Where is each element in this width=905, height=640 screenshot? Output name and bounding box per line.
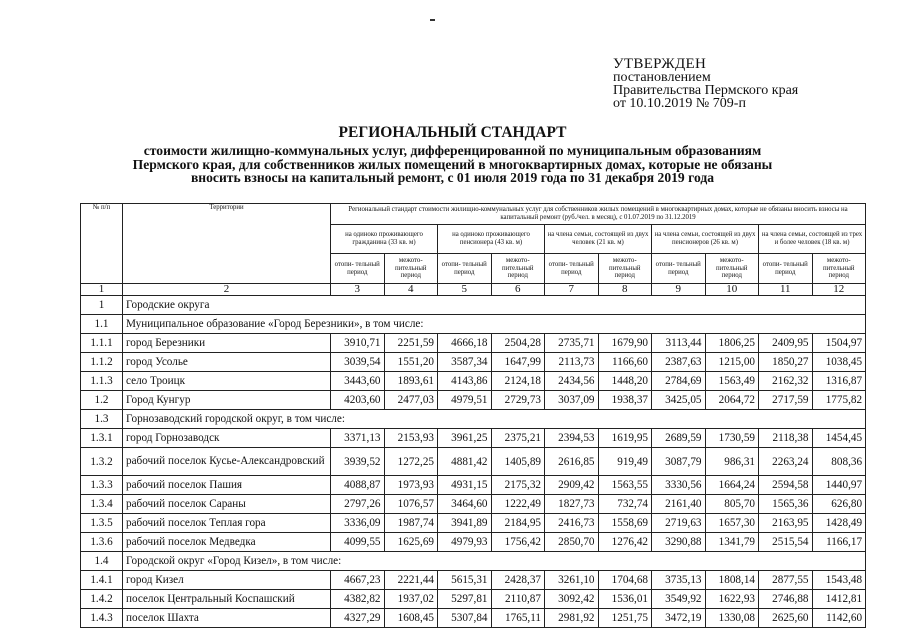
heating-value: 3910,71 — [331, 334, 385, 353]
section-row — [81, 552, 866, 571]
heating-value: 3371,13 — [331, 429, 385, 448]
row-num: 1.1.3 — [81, 372, 123, 391]
approval-line-2: постановлением — [613, 70, 711, 85]
heating-value: 2118,38 — [759, 429, 813, 448]
nonheating-value: 1341,79 — [705, 533, 759, 552]
heating-value: 3464,60 — [438, 495, 492, 514]
section-row — [81, 410, 866, 429]
nonheating-value: 2375,21 — [491, 429, 545, 448]
nonheating-value: 1765,11 — [491, 609, 545, 628]
nonheating-value: 1428,49 — [812, 514, 866, 533]
heating-value: 2746,88 — [759, 590, 813, 609]
nonheating-value: 1405,89 — [491, 448, 545, 476]
heating-value: 1827,73 — [545, 495, 599, 514]
row-territory: город Горнозаводск — [123, 429, 331, 448]
heating-value: 2161,40 — [652, 495, 706, 514]
nonheating-value: 732,74 — [598, 495, 652, 514]
nonheating-value: 1316,87 — [812, 372, 866, 391]
nonheating-value: 1893,61 — [384, 372, 438, 391]
heating-value: 3330,56 — [652, 476, 706, 495]
colnum: 7 — [545, 284, 599, 296]
header-nonheating: межото- пительный период — [384, 254, 438, 284]
nonheating-value: 1730,59 — [705, 429, 759, 448]
table-row — [81, 353, 866, 372]
nonheating-value: 1704,68 — [598, 571, 652, 590]
colnum: 8 — [598, 284, 652, 296]
heating-value: 3587,34 — [438, 353, 492, 372]
heating-value: 4979,51 — [438, 391, 492, 410]
nonheating-value: 1937,02 — [384, 590, 438, 609]
table-row — [81, 495, 866, 514]
heating-value: 4099,55 — [331, 533, 385, 552]
colnum: 12 — [812, 284, 866, 296]
heating-value: 4667,23 — [331, 571, 385, 590]
nonheating-value: 1504,97 — [812, 334, 866, 353]
header-group-4: на члена семьи, состоящей из двух пенсионеров (26 кв. м) — [652, 225, 759, 254]
approval-line-3: Правительства Пермского края — [613, 83, 799, 98]
subtitle-line-2: Пермского края, для собственников жилых помещений в многоквартирных домах, которые не обязаны — [132, 156, 773, 172]
heating-value: 3037,09 — [545, 391, 599, 410]
header-group-5: на члена семьи, состоящей из трех и более человек (18 кв. м) — [759, 225, 866, 254]
row-territory: село Троицк — [123, 372, 331, 391]
nonheating-value: 1215,00 — [705, 353, 759, 372]
heating-value: 3425,05 — [652, 391, 706, 410]
standard-table — [80, 203, 866, 628]
heating-value: 4931,15 — [438, 476, 492, 495]
nonheating-value: 626,80 — [812, 495, 866, 514]
row-territory: рабочий поселок Кусье-Александровский — [123, 448, 331, 476]
colnum: 11 — [759, 284, 813, 296]
heating-value: 1565,36 — [759, 495, 813, 514]
row-num: 1.1.2 — [81, 353, 123, 372]
colnum: 4 — [384, 284, 438, 296]
heating-value: 3961,25 — [438, 429, 492, 448]
nonheating-value: 2110,87 — [491, 590, 545, 609]
nonheating-value: 1454,45 — [812, 429, 866, 448]
nonheating-value: 1664,24 — [705, 476, 759, 495]
heating-value: 2163,95 — [759, 514, 813, 533]
heating-value: 2594,58 — [759, 476, 813, 495]
heating-value: 2387,63 — [652, 353, 706, 372]
section-row — [81, 315, 866, 334]
nonheating-value: 1412,81 — [812, 590, 866, 609]
row-territory: город Кизел — [123, 571, 331, 590]
nonheating-value: 2153,93 — [384, 429, 438, 448]
heating-value: 4143,86 — [438, 372, 492, 391]
heating-value: 2877,55 — [759, 571, 813, 590]
header-group-3: на члена семьи, состоящей из двух человек (21 кв. м) — [545, 225, 652, 254]
header-heating: отопи- тельный период — [331, 254, 385, 284]
header-territory: Территории — [123, 204, 331, 284]
row-territory: рабочий поселок Пашия — [123, 476, 331, 495]
table-row — [81, 571, 866, 590]
colnum: 3 — [331, 284, 385, 296]
heating-value: 2797,26 — [331, 495, 385, 514]
nonheating-value: 1222,49 — [491, 495, 545, 514]
nonheating-value: 1076,57 — [384, 495, 438, 514]
table-row — [81, 476, 866, 495]
header-heating: отопи- тельный период — [545, 254, 599, 284]
row-territory: поселок Центральный Коспашский — [123, 590, 331, 609]
nonheating-value: 1619,95 — [598, 429, 652, 448]
table-row — [81, 533, 866, 552]
row-num: 1.4.2 — [81, 590, 123, 609]
header-heating: отопи- тельный период — [652, 254, 706, 284]
nonheating-value: 986,31 — [705, 448, 759, 476]
header-num: № п/п — [81, 204, 123, 284]
heating-value: 2416,73 — [545, 514, 599, 533]
heating-value: 4088,87 — [331, 476, 385, 495]
nonheating-value: 2428,37 — [491, 571, 545, 590]
nonheating-value: 1536,01 — [598, 590, 652, 609]
heating-value: 2625,60 — [759, 609, 813, 628]
nonheating-value: 2221,44 — [384, 571, 438, 590]
section-num: 1.3 — [81, 410, 123, 429]
document-subtitle — [0, 144, 905, 185]
heating-value: 2162,32 — [759, 372, 813, 391]
heating-value: 2113,73 — [545, 353, 599, 372]
section-row — [81, 296, 866, 315]
row-territory: Город Кунгур — [123, 391, 331, 410]
nonheating-value: 919,49 — [598, 448, 652, 476]
nonheating-value: 1272,25 — [384, 448, 438, 476]
table-row — [81, 334, 866, 353]
heating-value: 4666,18 — [438, 334, 492, 353]
nonheating-value: 1448,20 — [598, 372, 652, 391]
nonheating-value: 2729,73 — [491, 391, 545, 410]
section-num: 1 — [81, 296, 123, 315]
table-row — [81, 372, 866, 391]
subtitle-line-1: стоимости жилищно-коммунальных услуг, дифференцированной по муниципальным образованиям — [143, 143, 762, 158]
heating-value: 4881,42 — [438, 448, 492, 476]
nonheating-value: 1563,49 — [705, 372, 759, 391]
header-heating: отопи- тельный период — [438, 254, 492, 284]
heating-value: 3939,52 — [331, 448, 385, 476]
heating-value: 2909,42 — [545, 476, 599, 495]
heating-value: 4979,93 — [438, 533, 492, 552]
nonheating-value: 1987,74 — [384, 514, 438, 533]
heating-value: 2735,71 — [545, 334, 599, 353]
nonheating-value: 1166,17 — [812, 533, 866, 552]
heating-value: 2409,95 — [759, 334, 813, 353]
nonheating-value: 1440,97 — [812, 476, 866, 495]
colnum: 10 — [705, 284, 759, 296]
nonheating-value: 1622,93 — [705, 590, 759, 609]
nonheating-value: 1251,75 — [598, 609, 652, 628]
heating-value: 4327,29 — [331, 609, 385, 628]
nonheating-value: 808,36 — [812, 448, 866, 476]
heating-value: 5297,81 — [438, 590, 492, 609]
header-group-1: на одиноко проживающего гражданина (33 кв. м) — [331, 225, 438, 254]
row-territory: город Березники — [123, 334, 331, 353]
colnum: 6 — [491, 284, 545, 296]
heating-value: 3443,60 — [331, 372, 385, 391]
heating-value: 3039,54 — [331, 353, 385, 372]
heating-value: 1850,27 — [759, 353, 813, 372]
nonheating-value: 1938,37 — [598, 391, 652, 410]
subtitle-line-3: вносить взносы на капитальный ремонт, с 01 июля 2019 года по 31 декабря 2019 года — [190, 170, 715, 185]
row-num: 1.1.1 — [81, 334, 123, 353]
heating-value: 3113,44 — [652, 334, 706, 353]
heating-value: 3261,10 — [545, 571, 599, 590]
section-label: Городские округа — [123, 296, 866, 315]
nonheating-value: 1166,60 — [598, 353, 652, 372]
section-label: Горнозаводский городской округ, в том числе: — [123, 410, 866, 429]
section-num: 1.1 — [81, 315, 123, 334]
nonheating-value: 1756,42 — [491, 533, 545, 552]
heating-value: 2719,63 — [652, 514, 706, 533]
heating-value: 2981,92 — [545, 609, 599, 628]
colnum: 5 — [438, 284, 492, 296]
nonheating-value: 2124,18 — [491, 372, 545, 391]
heating-value: 3549,92 — [652, 590, 706, 609]
nonheating-value: 2064,72 — [705, 391, 759, 410]
heating-value: 3092,42 — [545, 590, 599, 609]
document-title: РЕГИОНАЛЬНЫЙ СТАНДАРТ — [338, 124, 567, 141]
row-territory: рабочий поселок Сараны — [123, 495, 331, 514]
heating-value: 3472,19 — [652, 609, 706, 628]
heating-value: 3941,89 — [438, 514, 492, 533]
table-row — [81, 429, 866, 448]
approval-line-1: УТВЕРЖДЕН — [613, 56, 707, 72]
header-nonheating: межото- пительный период — [598, 254, 652, 284]
nonheating-value: 1775,82 — [812, 391, 866, 410]
row-num: 1.4.3 — [81, 609, 123, 628]
header-group-2: на одиноко проживающего пенсионера (43 кв. м) — [438, 225, 545, 254]
heating-value: 2515,54 — [759, 533, 813, 552]
heating-value: 5615,31 — [438, 571, 492, 590]
nonheating-value: 1679,90 — [598, 334, 652, 353]
nonheating-value: 2184,95 — [491, 514, 545, 533]
nonheating-value: 2504,28 — [491, 334, 545, 353]
header-lead: Региональный стандарт стоимости жилищно-коммунальных услуг для собственников жилых помещений в многоквартирных домах, которые не обязаны вносить взносы на капитальный ремонт (руб./чел. в месяц), с 01.07.2019 по 31.12.2019 — [331, 204, 866, 225]
nonheating-value: 1806,25 — [705, 334, 759, 353]
header-nonheating: межото- пительный период — [705, 254, 759, 284]
nonheating-value: 805,70 — [705, 495, 759, 514]
heating-value: 3087,79 — [652, 448, 706, 476]
table-row — [81, 514, 866, 533]
nonheating-value: 1608,45 — [384, 609, 438, 628]
table-body — [81, 296, 866, 628]
heating-value: 5307,84 — [438, 609, 492, 628]
section-label: Городской округ «Город Кизел», в том числе: — [123, 552, 866, 571]
row-territory: рабочий поселок Медведка — [123, 533, 331, 552]
nonheating-value: 1558,69 — [598, 514, 652, 533]
row-num: 1.4.1 — [81, 571, 123, 590]
row-num: 1.3.1 — [81, 429, 123, 448]
approval-block — [613, 58, 798, 110]
colnum: 1 — [81, 284, 123, 296]
heating-value: 4203,60 — [331, 391, 385, 410]
row-territory: рабочий поселок Теплая гора — [123, 514, 331, 533]
heating-value: 2850,70 — [545, 533, 599, 552]
heating-value: 3735,13 — [652, 571, 706, 590]
row-num: 1.3.5 — [81, 514, 123, 533]
heating-value: 2784,69 — [652, 372, 706, 391]
heating-value: 2616,85 — [545, 448, 599, 476]
row-num: 1.2 — [81, 391, 123, 410]
colnum: 9 — [652, 284, 706, 296]
row-num: 1.3.4 — [81, 495, 123, 514]
heating-value: 2434,56 — [545, 372, 599, 391]
nonheating-value: 2175,32 — [491, 476, 545, 495]
table-row — [81, 391, 866, 410]
column-number-row — [81, 284, 866, 296]
heating-value: 3290,88 — [652, 533, 706, 552]
header-row-1 — [81, 204, 866, 225]
header-nonheating: межото- пительный период — [491, 254, 545, 284]
nonheating-value: 1551,20 — [384, 353, 438, 372]
approval-line-4: от 10.10.2019 № 709-п — [613, 96, 746, 111]
heating-value: 2717,59 — [759, 391, 813, 410]
nonheating-value: 1330,08 — [705, 609, 759, 628]
nonheating-value: 1142,60 — [812, 609, 866, 628]
heating-value: 2689,59 — [652, 429, 706, 448]
nonheating-value: 1625,69 — [384, 533, 438, 552]
row-num: 1.3.6 — [81, 533, 123, 552]
scan-mark — [430, 19, 435, 21]
nonheating-value: 1038,45 — [812, 353, 866, 372]
heating-value: 2394,53 — [545, 429, 599, 448]
nonheating-value: 2251,59 — [384, 334, 438, 353]
nonheating-value: 1973,93 — [384, 476, 438, 495]
nonheating-value: 1808,14 — [705, 571, 759, 590]
colnum: 2 — [123, 284, 331, 296]
header-nonheating: межото- пительный период — [812, 254, 866, 284]
row-territory: город Усолье — [123, 353, 331, 372]
nonheating-value: 1563,55 — [598, 476, 652, 495]
row-num: 1.3.2 — [81, 448, 123, 476]
nonheating-value: 1657,30 — [705, 514, 759, 533]
nonheating-value: 1543,48 — [812, 571, 866, 590]
section-num: 1.4 — [81, 552, 123, 571]
row-num: 1.3.3 — [81, 476, 123, 495]
nonheating-value: 2477,03 — [384, 391, 438, 410]
header-heating: отопи- тельный период — [759, 254, 813, 284]
table-row — [81, 609, 866, 628]
nonheating-value: 1276,42 — [598, 533, 652, 552]
nonheating-value: 1647,99 — [491, 353, 545, 372]
table-row — [81, 448, 866, 476]
heating-value: 4382,82 — [331, 590, 385, 609]
row-territory: поселок Шахта — [123, 609, 331, 628]
section-label: Муниципальное образование «Город Березники», в том числе: — [123, 315, 866, 334]
heating-value: 3336,09 — [331, 514, 385, 533]
table-row — [81, 590, 866, 609]
heating-value: 2263,24 — [759, 448, 813, 476]
